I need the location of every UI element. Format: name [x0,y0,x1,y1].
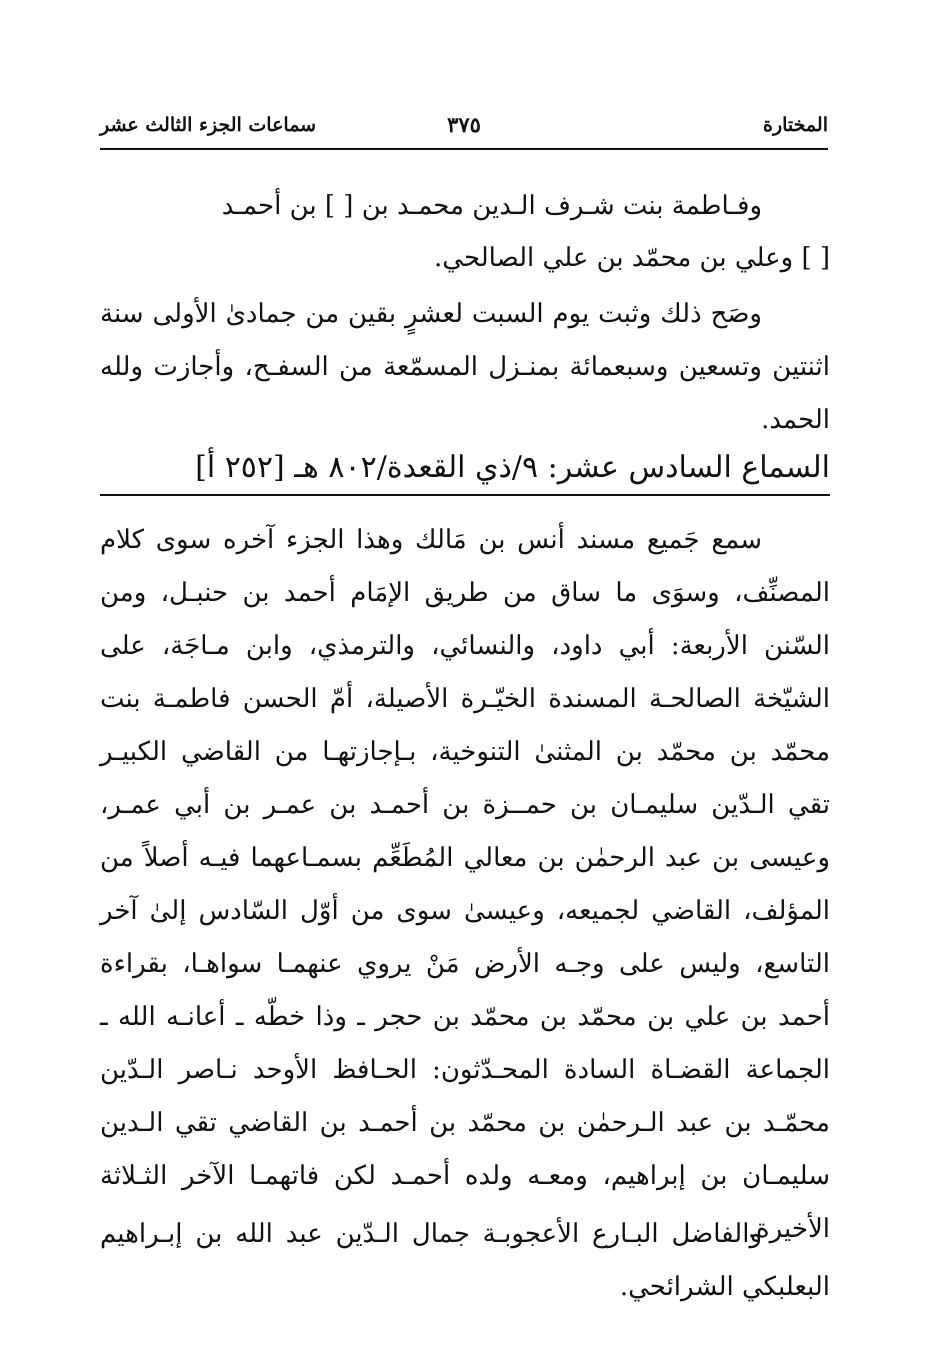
page-header [100,108,828,150]
attendee-line-2: [ ] وعلي بن محمّد بن علي الصالحي. [434,243,830,273]
attendee-line-1: وفـاطمة بنت شـرف الـدين محمـد بن [ ] بن أحمـد [221,191,762,221]
attestation-paragraph: وصَح ذلك وثبت يوم السبت لعشرٍ بقين من جمادىٰ الأولى سنة اثنتين وتسعين وسبعمائة بمنـزل المسمّعة من السفـح، وأجازت ولله الحمد. [100,299,830,435]
body-paragraph-2: والفاضل البـارع الأعجوبـة جمال الـدّين عبد الله بن إبـراهيم البعلبكي الشرائحي. [100,1219,830,1302]
section-label: سماعات الجزء الثالث عشر [100,114,317,136]
section-heading: السماع السادس عشر: ٩/ذي القعدة/٨٠٢ هـ [٢٥٢ أ] [100,446,830,496]
book-title: المختارة [763,114,828,136]
page-number: ٣٧٥ [447,112,481,137]
body-paragraph-1: سمع جَميع مسند أنس بن مَالك وهذا الجزء آخره سوى كلام المصنِّف، وسوَى ما ساق من طريق الإمَام أحمد بن حنبـل، ومن السّنن الأربعة: أبي داود، والنسائي، والترمذي، وابن مـاجَة، على الشيّخة الصالحـة المسندة الخيّـرة الأصيلة، أمّ الحسن فاطمـة بنت محمّد بن محمّد بن المثنىٰ التنوخية، بـإجازتهـا من القاضي الكبيـر تقي الـدّين سليمـان بن حمــزة بن أحمـد بن عمـر بن أبي عمـر، وعيسى بن عبد الرحمٰن بن معالي المُطَعِّم بسمـاعهما فيـه أصلاً من المؤلف، القاضي لجميعه، وعيسىٰ سوى من أوّل السّادس إلىٰ آخر التاسع، وليس على وجـه الأرض مَنْ يروي عنهمـا سواهـا، بقراءة أحمد بن علي بن محمّد بن محمّد بن حجر ـ وذا خطّه ـ أعانـه الله ـ الجماعة القضـاة السادة المحـدّثون: الحـافظ الأوحد نـاصر الـدّين محمّـد بن عبد الـرحمٰن بن محمّد بن أحمـد بن القاضي تقي الـدين سليمـان بن إبراهيم، ومعـه ولده أحمـد لكن فاتهمـا الآخر الثـلاثة الأخيرة. [100,525,830,1244]
